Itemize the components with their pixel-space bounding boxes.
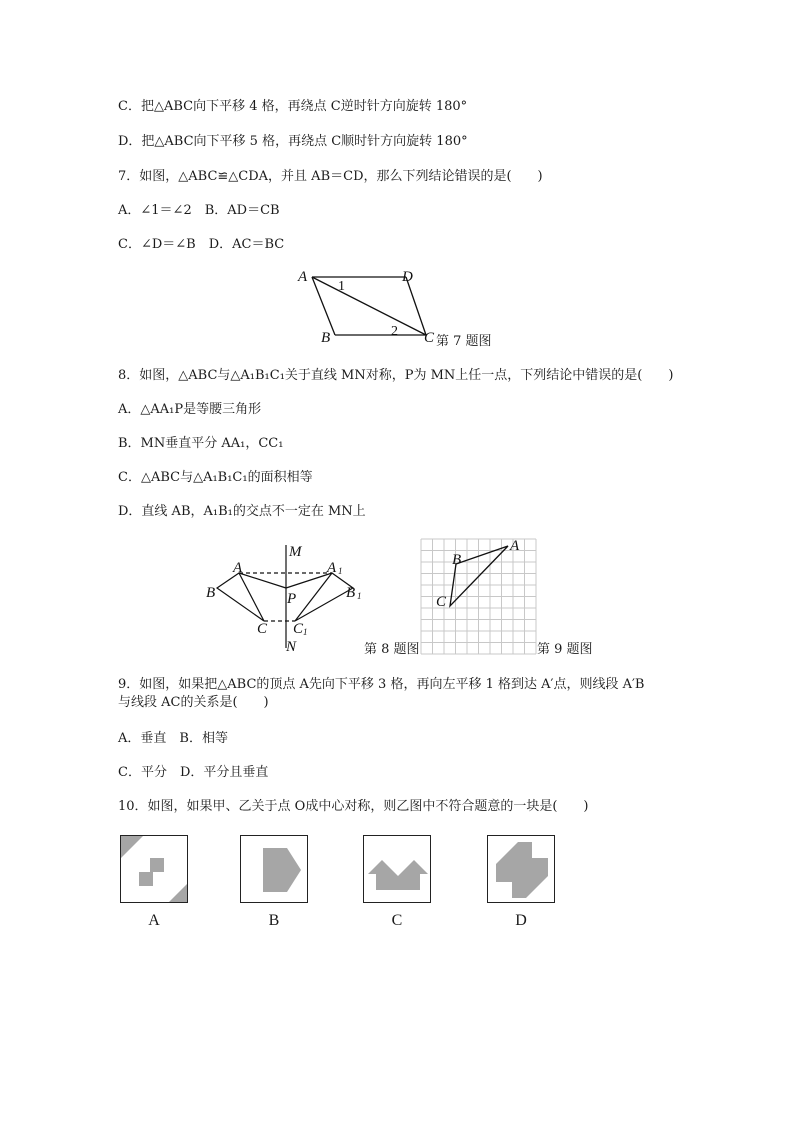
q8-label-p: P: [287, 591, 297, 607]
q8-sub-c1: 1: [303, 627, 308, 637]
q6-option-d: D．把△ABC向下平移 5 格，再绕点 C顺时针方向旋转 180°: [118, 134, 468, 149]
q8-triangle-a1b1c1: [295, 573, 356, 621]
q8-option-b: B．MN垂直平分 AA₁，CC₁: [118, 436, 284, 451]
q8-figure: [200, 540, 380, 652]
q9-label-c: C: [436, 594, 447, 610]
q10-label-a: A: [148, 912, 160, 929]
q7-angle-2: 2: [391, 324, 398, 339]
q8-label-a1: A: [327, 560, 337, 576]
q8-option-d: D．直线 AB，A₁B₁的交点不一定在 MN上: [118, 504, 366, 519]
q7-label-d: D: [402, 269, 413, 285]
q9-label-a: A: [510, 538, 520, 554]
q8-label-m: M: [289, 544, 302, 560]
q7-stem: 7．如图，△ABC≌△CDA，并且 AB＝CD，那么下列结论错误的是( ): [118, 169, 543, 184]
q7-label-a: A: [298, 269, 308, 285]
q8-label-n: N: [286, 639, 297, 652]
q6-option-c: C．把△ABC向下平移 4 格，再绕点 C逆时针方向旋转 180°: [118, 99, 468, 114]
q10-tile-a: [120, 835, 188, 903]
q7-caption: 第 7 题图: [436, 334, 492, 349]
q7-label-b: B: [321, 330, 331, 346]
q10-tile-d-pattern: [488, 836, 555, 903]
q7-options-cd: C．∠D＝∠B D．AC＝BC: [118, 237, 285, 252]
q7-options-ab: A．∠1＝∠2 B．AD＝CB: [118, 203, 280, 218]
q7-angle-1: 1: [338, 279, 345, 294]
q10-label-b: B: [268, 912, 280, 929]
q8-sub-b1: 1: [357, 591, 362, 601]
q7-label-c: C: [424, 330, 435, 346]
q10-tile-b-pattern: [241, 836, 308, 903]
q9-stem-line2: 与线段 AC的关系是( ): [118, 695, 269, 710]
q8-label-b: B: [206, 585, 216, 601]
q9-label-b: B: [452, 552, 462, 568]
q9-stem-line1: 9．如图，如果把△ABC的顶点 A先向下平移 3 格，再向左平移 1 格到达 A′点，则线段 A′B: [118, 677, 645, 692]
q10-tile-c-pattern: [364, 836, 431, 903]
q8-triangle-abc: [217, 573, 264, 621]
q9-caption: 第 9 题图: [537, 642, 593, 657]
q10-tile-a-pattern: [121, 836, 188, 903]
q8-caption: 第 8 题图: [364, 642, 420, 657]
q8-label-c: C: [257, 621, 268, 637]
q8-label-a: A: [233, 560, 243, 576]
q8-option-c: C．△ABC与△A₁B₁C₁的面积相等: [118, 470, 313, 485]
q8-stem: 8．如图，△ABC与△A₁B₁C₁关于直线 MN对称，P为 MN上任一点，下列结论中错误的是( ): [118, 368, 674, 383]
q8-label-c1: C: [293, 621, 304, 637]
q8-sub-a1: 1: [338, 566, 343, 576]
q10-tile-b: [240, 835, 308, 903]
q10-tile-d: [487, 835, 555, 903]
q10-label-c: C: [391, 912, 403, 929]
q10-tile-c: [363, 835, 431, 903]
q9-options-cd: C．平分 D．平分且垂直: [118, 765, 269, 780]
q9-options-ab: A．垂直 B．相等: [118, 731, 228, 746]
q8-option-a: A．△AA₁P是等腰三角形: [118, 402, 262, 417]
q8-segment-pa1: [286, 573, 332, 588]
q8-label-b1: B: [346, 585, 356, 601]
q10-label-d: D: [515, 912, 527, 929]
q9-figure: [420, 538, 538, 656]
q10-stem: 10．如图，如果甲、乙关于点 O成中心对称，则乙图中不符合题意的一块是( ): [118, 799, 589, 814]
q7-segment-ba: [312, 277, 335, 335]
